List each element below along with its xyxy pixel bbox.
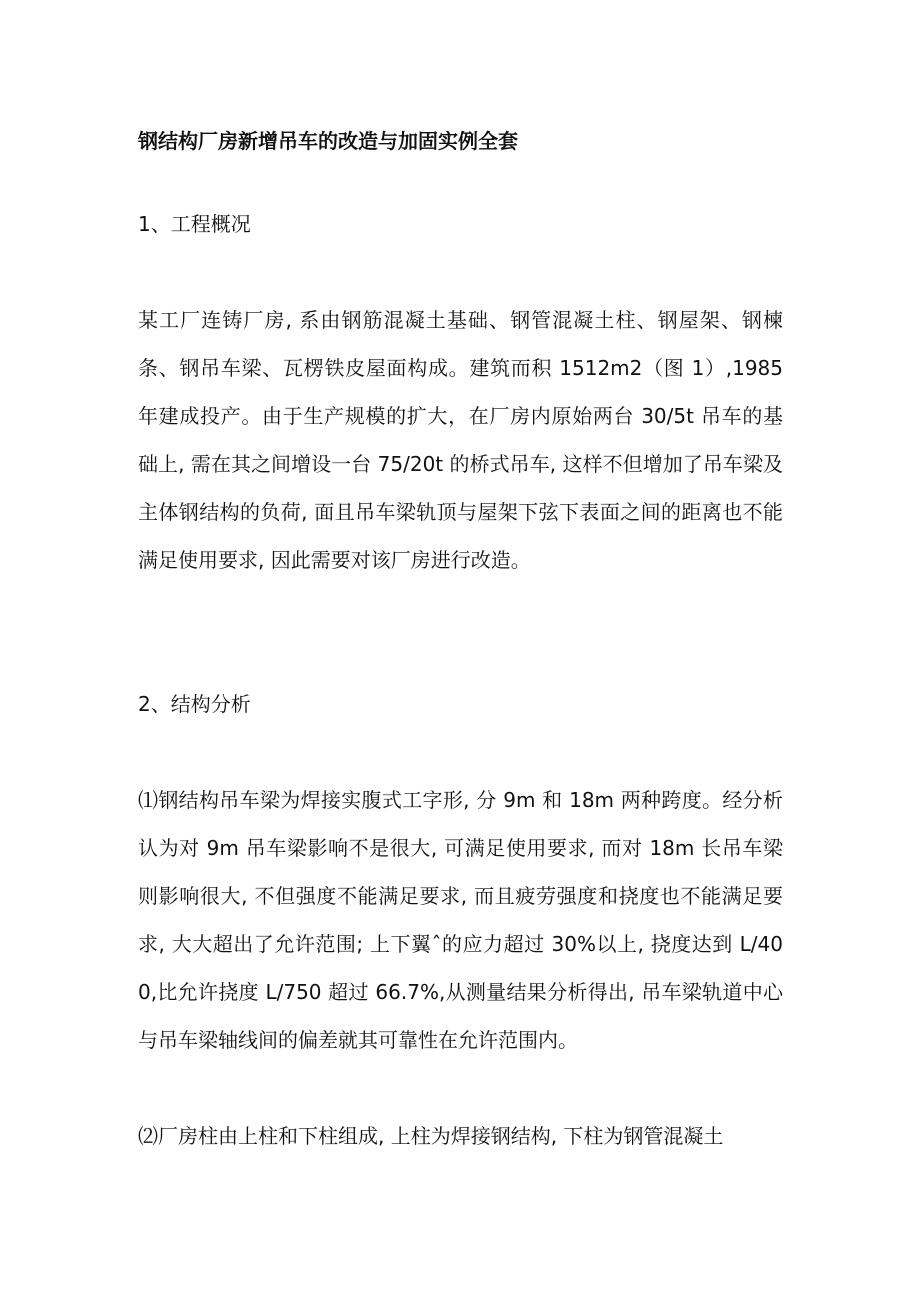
section-heading-structural-analysis: 2、结构分析: [138, 692, 251, 716]
document-title: 钢结构厂房新增吊车的改造与加固实例全套: [138, 129, 518, 153]
paragraph-project-overview: 某工厂连铸厂房, 系由钢筋混凝土基础、钢管混凝土柱、钢屋架、钢楝条、钢吊车梁、瓦楞铁皮屋面构成。建筑而积 1512m2（图 1）,1985 年建成投产。由于生产规模的扩大，在厂房内原始两台 30/5t 吊车的基础上, 需在其之间增设一台 75/20t 的桥式吊车, 这样不但增加了吊车梁及主体钢结构的负荷, 面且吊车梁轨顶与屋架下弦下表面之间的距离也不能满足使用要求, 因此需要对该厂房进行改造。: [138, 308, 783, 572]
paragraph-crane-beam-analysis: ⑴钢结构吊车梁为焊接实腹式工字形, 分 9m 和 18m 两种跨度。经分析认为对 9m 吊车梁影响不是很大, 可满足使用要求, 而对 18m 长吊车梁则影响很大, 不但强度不能满足要求, 而且疲劳强度和挠度也不能满足要求, 大大超出了允许范围; 上下翼ˆ的应力超过 30%以上, 挠度达到 L/400,比允许挠度 L/750 超过 66.7%,从测量结果分析得出, 吊车梁轨道中心与吊车梁轴线间的偏差就其可靠性在允许范围内。: [138, 788, 783, 1052]
paragraph-column-analysis: ⑵厂房柱由上柱和下柱组成, 上柱为焊接钢结构, 下柱为钢管混凝土: [138, 1124, 724, 1148]
section-heading-project-overview: 1、工程概况: [138, 212, 251, 236]
